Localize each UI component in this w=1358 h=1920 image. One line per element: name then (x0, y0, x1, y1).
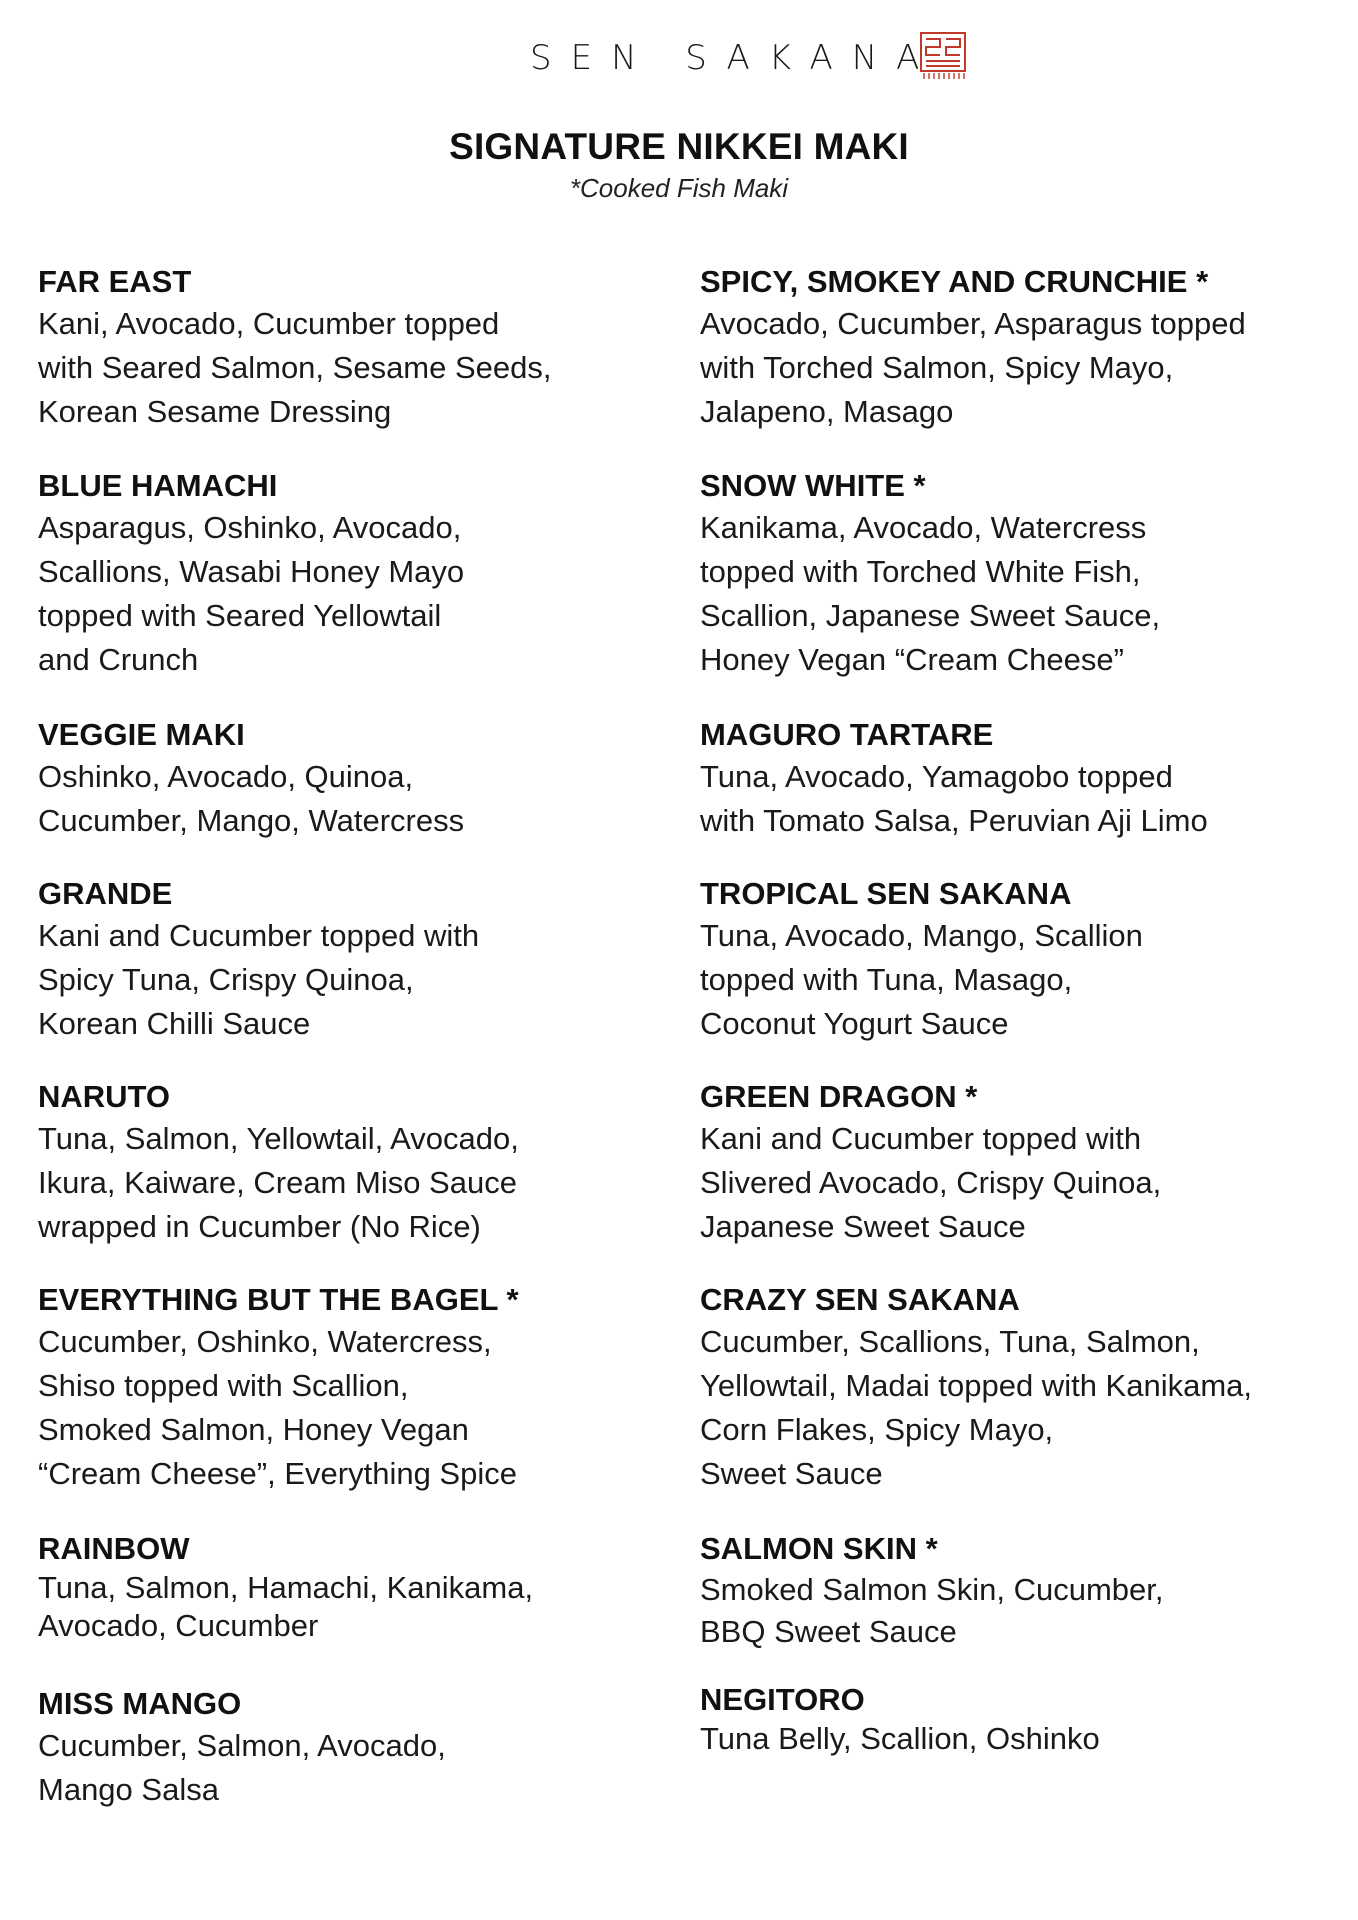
menu-item-description (38, 506, 464, 682)
description-line: Spicy Tuna, Crispy Quinoa, (38, 962, 414, 997)
menu-item (38, 1077, 519, 1249)
menu-item-description (700, 1569, 1164, 1653)
description-line: Tuna, Salmon, Yellowtail, Avocado, (38, 1121, 519, 1156)
description-line: “Cream Cheese”, Everything Spice (38, 1456, 517, 1491)
menu-item (700, 1529, 1164, 1653)
menu-item-description (700, 302, 1246, 434)
description-line: Korean Chilli Sauce (38, 1006, 311, 1041)
description-line: Kani and Cucumber topped with (700, 1121, 1142, 1156)
menu-item-name: GRANDE (38, 876, 173, 911)
menu-item (38, 262, 552, 434)
description-line: Tuna, Avocado, Mango, Scallion (700, 918, 1143, 953)
menu-item (700, 1280, 1252, 1496)
menu-item (38, 715, 464, 843)
menu-item-name: SPICY, SMOKEY AND CRUNCHIE * (700, 264, 1209, 299)
description-line: Ikura, Kaiware, Cream Miso Sauce (38, 1165, 517, 1200)
menu-item-description (38, 1724, 446, 1812)
menu-item-description (38, 1117, 519, 1249)
menu-item-description (38, 1320, 519, 1496)
description-line: Avocado, Cucumber (38, 1608, 319, 1643)
menu-item (38, 466, 464, 682)
description-line: with Torched Salmon, Spicy Mayo, (700, 350, 1174, 385)
menu-item-description (700, 1320, 1252, 1496)
menu-item-name: GREEN DRAGON * (700, 1079, 978, 1114)
description-line: and Crunch (38, 642, 199, 677)
menu-item-description (38, 914, 479, 1046)
description-line: Smoked Salmon Skin, Cucumber, (700, 1572, 1164, 1607)
menu-item-name: RAINBOW (38, 1531, 190, 1566)
menu-item-description (700, 1117, 1161, 1249)
menu-item-description (700, 914, 1143, 1046)
description-line: Cucumber, Oshinko, Watercress, (38, 1324, 492, 1359)
menu-item (38, 1280, 519, 1496)
description-line: Cucumber, Mango, Watercress (38, 803, 465, 838)
description-line: Cucumber, Scallions, Tuna, Salmon, (700, 1324, 1200, 1359)
description-line: BBQ Sweet Sauce (700, 1614, 957, 1649)
menu-item-name: VEGGIE MAKI (38, 717, 245, 752)
menu-item-name: FAR EAST (38, 264, 192, 299)
menu-item-name: MAGURO TARTARE (700, 717, 994, 752)
menu-item (700, 874, 1143, 1046)
description-line: Shiso topped with Scallion, (38, 1368, 409, 1403)
description-line: Avocado, Cucumber, Asparagus topped (700, 306, 1246, 341)
menu-item-name: MISS MANGO (38, 1686, 242, 1721)
menu-item-name: TROPICAL SEN SAKANA (700, 876, 1072, 911)
description-line: Tuna, Salmon, Hamachi, Kanikama, (38, 1570, 534, 1605)
menu-item (38, 874, 479, 1046)
description-line: topped with Tuna, Masago, (700, 962, 1073, 997)
brand-wordmark: SEN SAKANA (530, 38, 939, 78)
menu-item (700, 1077, 1161, 1249)
description-line: with Seared Salmon, Sesame Seeds, (38, 350, 552, 385)
description-line: Cucumber, Salmon, Avocado, (38, 1728, 446, 1763)
menu-item-name: NARUTO (38, 1079, 171, 1114)
description-line: wrapped in Cucumber (No Rice) (38, 1209, 481, 1244)
menu-item-description (38, 755, 464, 843)
description-line: Jalapeno, Masago (700, 394, 954, 429)
description-line: Mango Salsa (38, 1772, 219, 1807)
description-line: topped with Torched White Fish, (700, 554, 1141, 589)
description-line: Kani, Avocado, Cucumber topped (38, 306, 500, 341)
description-line: Tuna Belly, Scallion, Oshinko (700, 1721, 1100, 1756)
description-line: Sweet Sauce (700, 1456, 883, 1491)
description-line: Asparagus, Oshinko, Avocado, (38, 510, 462, 545)
menu-item-name: CRAZY SEN SAKANA (700, 1282, 1020, 1317)
description-line: with Tomato Salsa, Peruvian Aji Limo (700, 803, 1208, 838)
description-line: Scallion, Japanese Sweet Sauce, (700, 598, 1161, 633)
menu-item-name: BLUE HAMACHI (38, 468, 278, 503)
description-line: Korean Sesame Dressing (38, 394, 392, 429)
menu-item-description (700, 1720, 1100, 1758)
menu-item (700, 715, 1208, 843)
menu-title-block (0, 124, 1358, 204)
menu-item-description (700, 506, 1160, 682)
menu-item-description (700, 755, 1208, 843)
sen-sakana-logo-icon (918, 30, 968, 80)
description-line: topped with Seared Yellowtail (38, 598, 442, 633)
description-line: Oshinko, Avocado, Quinoa, (38, 759, 414, 794)
description-line: Japanese Sweet Sauce (700, 1209, 1026, 1244)
menu-item-description (38, 1569, 533, 1645)
description-line: Kanikama, Avocado, Watercress (700, 510, 1147, 545)
menu-item (38, 1529, 533, 1645)
description-line: Tuna, Avocado, Yamagobo topped (700, 759, 1173, 794)
description-line: Kani and Cucumber topped with (38, 918, 480, 953)
menu-item (700, 1680, 1100, 1758)
description-line: Honey Vegan “Cream Cheese” (700, 642, 1124, 677)
page-title: SIGNATURE NIKKEI MAKI (449, 126, 909, 167)
description-line: Corn Flakes, Spicy Mayo, (700, 1412, 1054, 1447)
menu-item-name: EVERYTHING BUT THE BAGEL * (38, 1282, 519, 1317)
description-line: Scallions, Wasabi Honey Mayo (38, 554, 465, 589)
menu-item (38, 1684, 446, 1812)
menu-item (700, 466, 1160, 682)
description-line: Yellowtail, Madai topped with Kanikama, (700, 1368, 1253, 1403)
menu-item (700, 262, 1246, 434)
menu-item-name: SALMON SKIN * (700, 1531, 938, 1566)
description-line: Smoked Salmon, Honey Vegan (38, 1412, 469, 1447)
menu-item-description (38, 302, 552, 434)
description-line: Slivered Avocado, Crispy Quinoa, (700, 1165, 1162, 1200)
menu-item-name: NEGITORO (700, 1682, 865, 1717)
page-subtitle: *Cooked Fish Maki (569, 173, 789, 203)
header (0, 30, 1358, 86)
menu-item-name: SNOW WHITE * (700, 468, 926, 503)
description-line: Coconut Yogurt Sauce (700, 1006, 1009, 1041)
